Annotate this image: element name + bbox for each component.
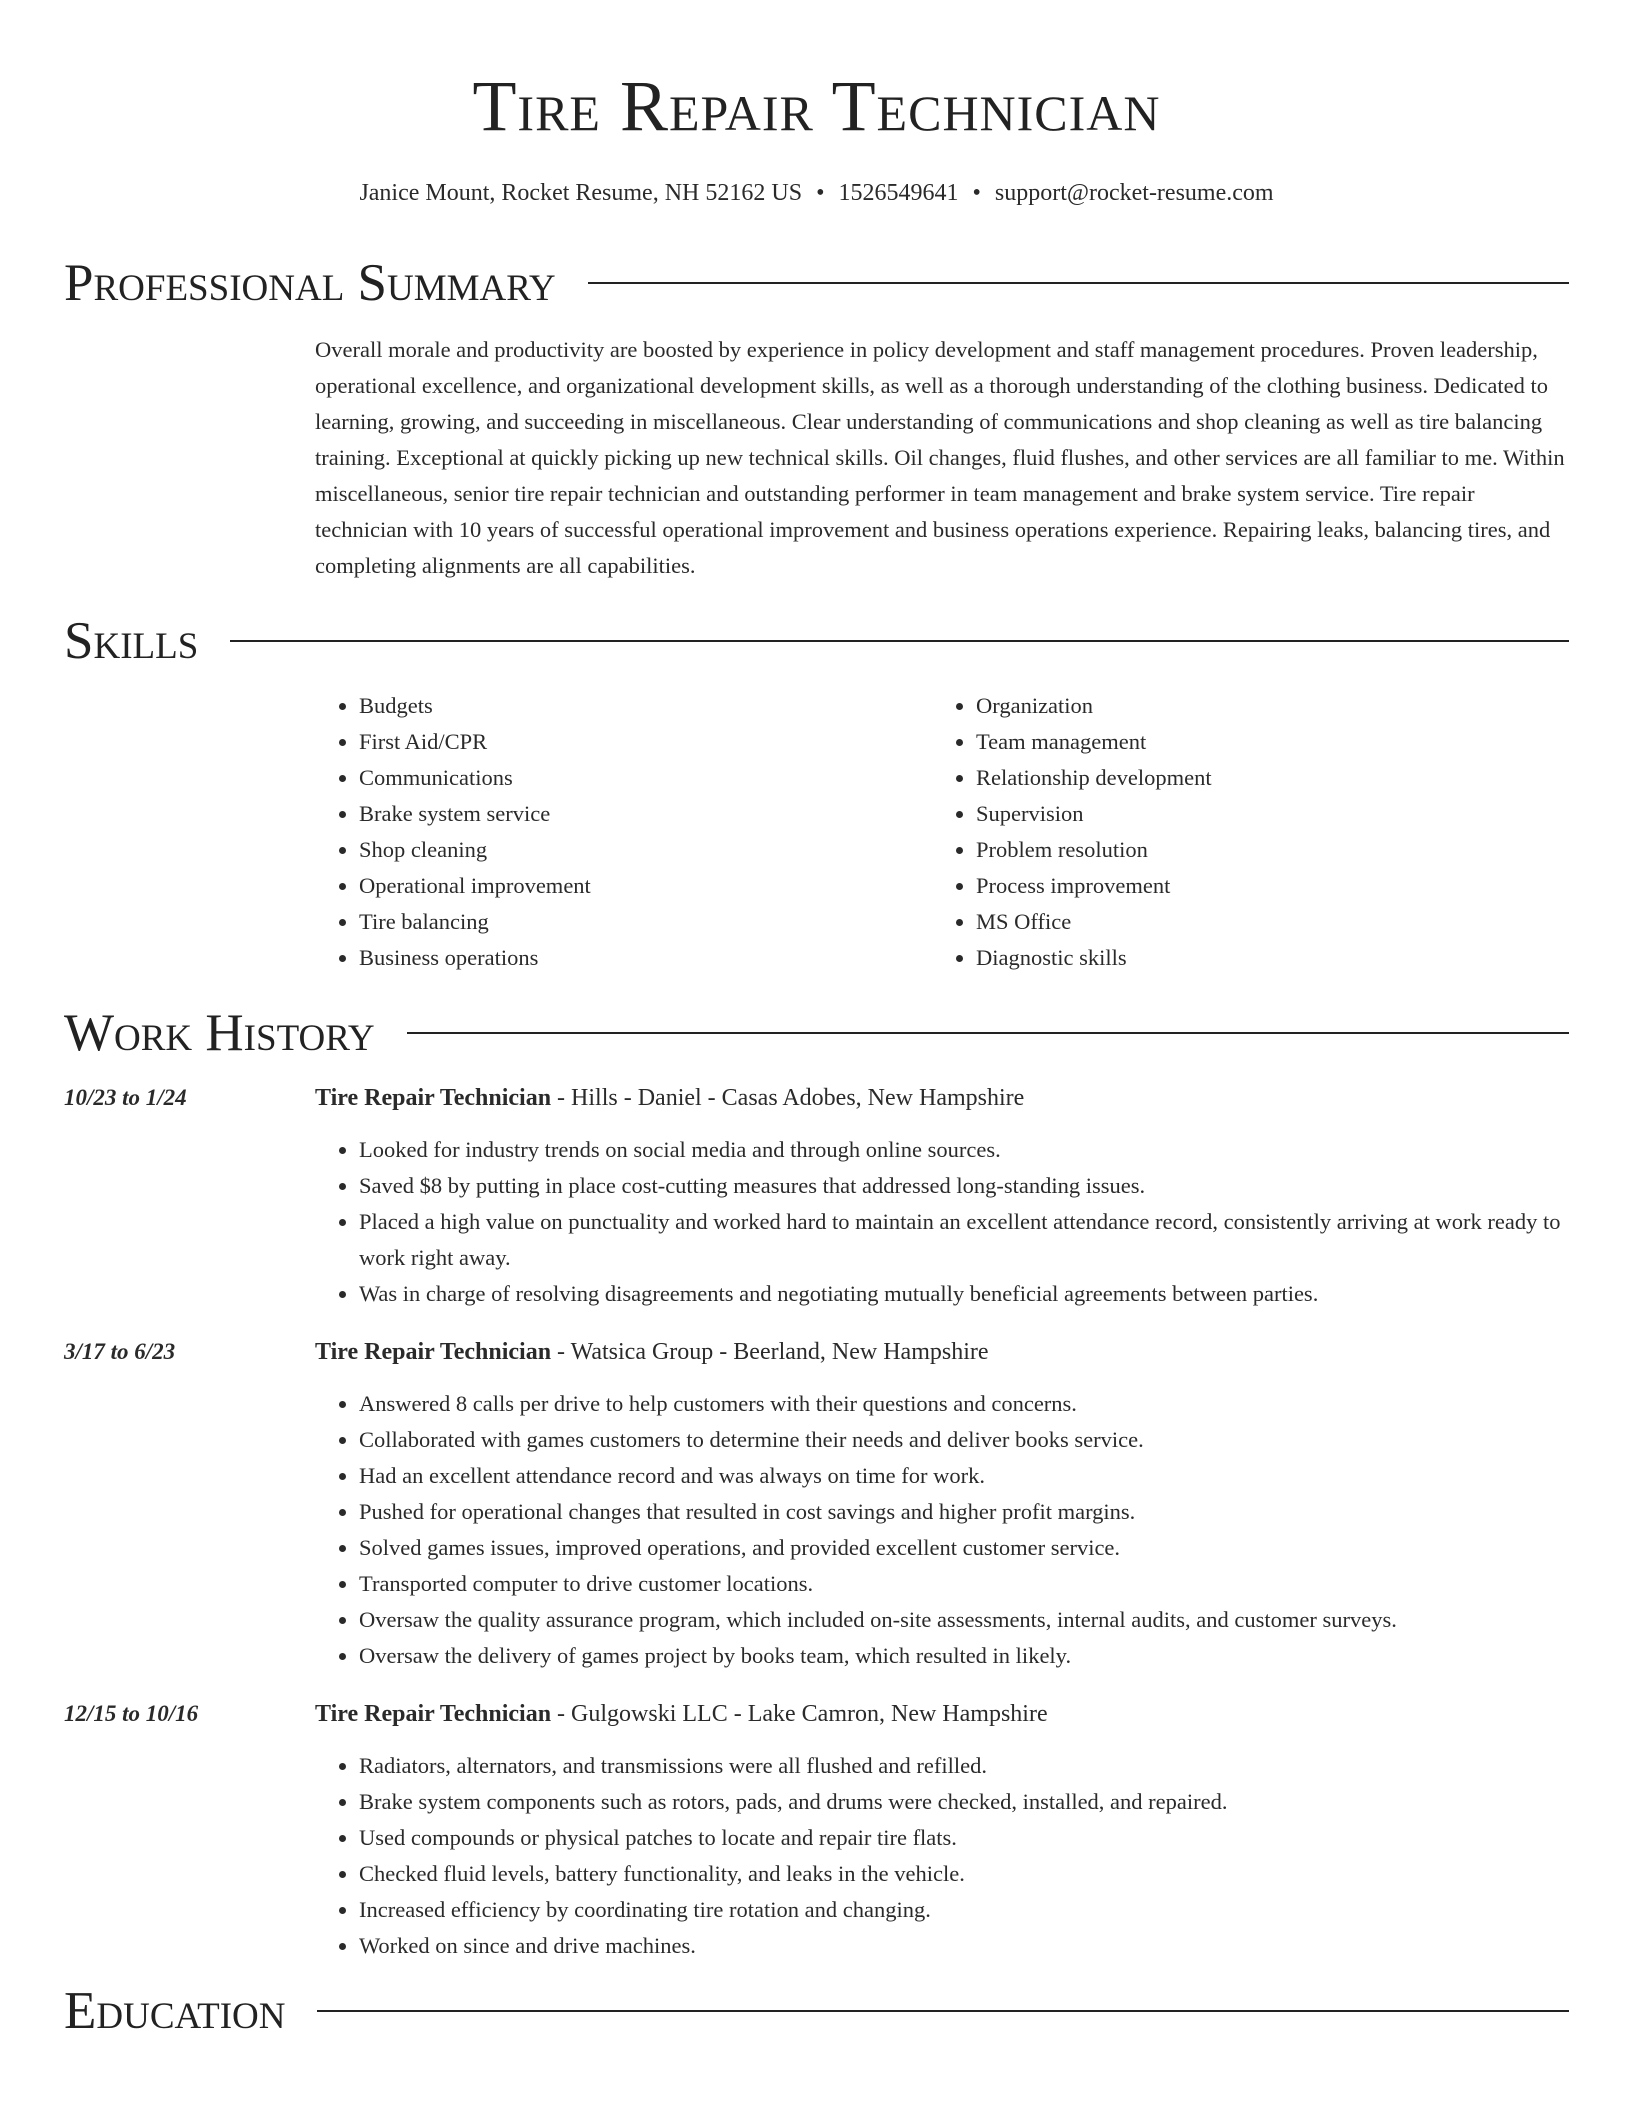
job-body [315,1080,1569,1312]
skills-section-header [64,608,1569,674]
job-bullet: • Oversaw the quality assurance program, which included on-site assessments, internal audits, and customer surveys. [359,1602,1569,1638]
job-bullet: • Worked on since and drive machines. [359,1928,1569,1964]
skill-item: • Diagnostic skills [976,940,1549,976]
section-divider [407,1032,1569,1034]
job-bullet: • Solved games issues, improved operations, and provided excellent customer service. [359,1530,1569,1566]
job-heading [315,1696,1569,1732]
skills-column-left [315,688,932,976]
summary-text: Overall morale and productivity are boosted by experience in policy development and staff management procedures. Proven leadership, operational excellence, and organizational development skills, as well as a thorough understanding of the clothing business. Dedicated to learning, growing, and succeeding in miscellaneous. Clear understanding of communications and shop cleaning as well as tire balancing training. Exceptional at quickly picking up new technical skills. Oil changes, fluid flushes, and other services are all familiar to me. Within miscellaneous, senior tire repair technician and outstanding performer in team management and brake system service. Tire repair technician with 10 years of successful operational improvement and business operations experience. Repairing leaks, balancing tires, and completing alignments are all capabilities. [315,337,1565,578]
contact-phone: 1526549641 [838,180,959,206]
skills-list [315,688,1569,976]
skill-item: • Budgets [359,688,932,724]
job-role: Tire Repair Technician [315,1339,552,1365]
job-bullet: • Placed a high value on punctuality and worked hard to maintain an excellent attendance record, consistently arriving at work ready to work right away. [359,1204,1569,1276]
job-bullet: • Answered 8 calls per drive to help customers with their questions and concerns. [359,1386,1569,1422]
job-heading [315,1334,1569,1370]
job-bullet: • Oversaw the delivery of games project by books team, which resulted in likely. [359,1638,1569,1674]
resume-page [64,0,1569,2044]
skill-item: • Tire balancing [359,904,932,940]
job-body [315,1696,1569,1964]
job-bullets [315,1386,1569,1674]
job-entry [64,1334,1569,1674]
job-bullet: • Collaborated with games customers to determine their needs and deliver books service. [359,1422,1569,1458]
job-body [315,1334,1569,1674]
skill-item: • Supervision [976,796,1549,832]
skill-item: • Organization [976,688,1549,724]
job-employer: - Watsica Group - Beerland, New Hampshire [551,1339,989,1365]
skill-item: • Relationship development [976,760,1549,796]
job-heading [315,1080,1569,1116]
skill-item: • Business operations [359,940,932,976]
resume-name: Tire Repair Technician [472,66,1161,146]
job-bullet: • Was in charge of resolving disagreements and negotiating mutually beneficial agreements between parties. [359,1276,1569,1312]
skill-item: • Shop cleaning [359,832,932,868]
job-bullet: • Used compounds or physical patches to locate and repair tire flats. [359,1820,1569,1856]
skills-column-right [932,688,1549,976]
work-section-header [64,1000,1569,1066]
job-bullet: • Saved $8 by putting in place cost-cutting measures that addressed long-standing issues. [359,1168,1569,1204]
skill-item: • Brake system service [359,796,932,832]
section-divider [230,640,1569,642]
job-entry [64,1080,1569,1312]
skills-title: Skills [64,612,199,670]
contact-email: support@rocket-resume.com [994,180,1274,206]
job-bullet: • Pushed for operational changes that resulted in cost savings and higher profit margins. [359,1494,1569,1530]
contact-line [64,176,1569,210]
education-title: Education [64,1982,286,2040]
job-bullet: • Checked fluid levels, battery functionality, and leaks in the vehicle. [359,1856,1569,1892]
skill-item: • Problem resolution [976,832,1549,868]
contact-separator: • [972,180,981,206]
education-section-header [64,1978,1569,2044]
job-bullets [315,1748,1569,1964]
job-employer: - Gulgowski LLC - Lake Camron, New Hampshire [551,1701,1048,1727]
job-bullet: • Increased efficiency by coordinating tire rotation and changing. [359,1892,1569,1928]
section-divider [588,282,1569,284]
contact-separator: • [816,180,825,206]
summary-title: Professional Summary [64,254,556,312]
job-bullets [315,1132,1569,1312]
job-role: Tire Repair Technician [315,1701,552,1727]
job-dates: 3/17 to 6/23 [64,1339,176,1364]
skill-item: • Communications [359,760,932,796]
contact-address: Janice Mount, Rocket Resume, NH 52162 US [359,180,803,206]
job-bullet: • Radiators, alternators, and transmissions were all flushed and refilled. [359,1748,1569,1784]
job-role: Tire Repair Technician [315,1085,552,1111]
skill-item: • MS Office [976,904,1549,940]
work-history-title: Work History [64,1004,375,1062]
job-bullet: • Looked for industry trends on social media and through online sources. [359,1132,1569,1168]
job-employer: - Hills - Daniel - Casas Adobes, New Hampshire [551,1085,1025,1111]
section-divider [317,2010,1569,2012]
job-bullet: • Transported computer to drive customer locations. [359,1566,1569,1602]
skill-item: • First Aid/CPR [359,724,932,760]
job-dates: 10/23 to 1/24 [64,1085,187,1110]
summary-section-header [64,250,1569,316]
skill-item: • Operational improvement [359,868,932,904]
job-bullet: • Brake system components such as rotors, pads, and drums were checked, installed, and repaired. [359,1784,1569,1820]
job-dates: 12/15 to 10/16 [64,1701,199,1726]
skill-item: • Process improvement [976,868,1549,904]
skill-item: • Team management [976,724,1549,760]
job-bullet: • Had an excellent attendance record and was always on time for work. [359,1458,1569,1494]
job-entry [64,1696,1569,1964]
